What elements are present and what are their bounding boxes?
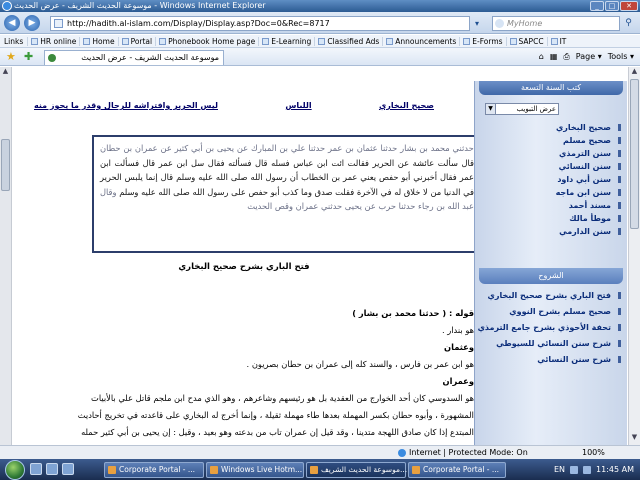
sidebar-item-fath-al-bari[interactable]: فتح الباري بشرح صحيح البخاري [475, 290, 621, 301]
hadith-matn: قال سألت عائشة عن الحرير فقالت ائت ابن عباس فسله قال فسألته فقال سل ابن عمر قال فسألت ابن عمر فقال أخبرني أبو حفص يعني عمر بن الخطاب أن رسول الله صلى الله عليه وسلم قال إنما يلبس الحرير في الدنيا من لا خلاق له في الآخرة فقلت صدق وما كذب أبو حفص على رسول الله صلى الله عليه وسلم [100, 157, 474, 197]
sidebar-item-malik[interactable]: موطأ مالك [475, 212, 621, 225]
window-icon [108, 466, 116, 474]
sidebar-item-abu-dawud[interactable]: سنن أبي داود [475, 173, 621, 186]
scrollbar-thumb[interactable] [630, 79, 639, 229]
quick-launch [30, 463, 74, 475]
link-hr-online[interactable]: HR online [27, 37, 79, 46]
tools-menu-button[interactable]: Tools ▾ [607, 52, 634, 61]
scroll-up-icon[interactable]: ▲ [631, 67, 638, 75]
chevron-down-icon: ▼ [486, 104, 496, 114]
show-desktop-icon[interactable] [30, 463, 42, 475]
books-header: كتب السنة التسعة [479, 81, 623, 95]
breadcrumb [34, 101, 434, 110]
commentary-title: فتح الباري بشرح صحيح البخاري [178, 262, 310, 272]
link-page-icon [31, 38, 38, 45]
address-row [0, 12, 640, 34]
sidebar-item-tirmidhi[interactable]: سنن الترمذي [475, 147, 621, 160]
link-page-icon [551, 38, 558, 45]
window-icon [412, 466, 420, 474]
add-favorite-icon[interactable]: ✚ [24, 50, 34, 63]
shuruh-header: الشروح [479, 268, 623, 284]
scroll-down-icon[interactable]: ▼ [631, 433, 638, 441]
taskbar-button-hadith[interactable]: موسوعة الحديث الشريف... [306, 462, 406, 478]
address-dropdown-button[interactable]: ▾ [474, 19, 479, 28]
language-indicator[interactable]: EN [553, 465, 566, 474]
ie-quicklaunch-icon[interactable] [46, 463, 58, 475]
taskbar-button-portal-1[interactable]: Corporate Portal - ... [104, 462, 204, 478]
tab-current-page[interactable] [44, 50, 224, 65]
commentary-name: وعثمان [444, 342, 474, 352]
commentary-line: هو ابن عمر بن فارس ، والسند كله إلى عمران بن حطان بصريون . [246, 359, 474, 369]
commentary-line: هو السدوسي كان أحد الخوارج من العقدية بل هو رئيسهم وشاعرهم ، وهو الذي مدح ابن ملجم قاتل علي بالأبيات [91, 393, 474, 403]
system-tray [528, 459, 640, 480]
status-bar [0, 445, 640, 459]
tab-title: موسوعة الحديث الشريف - عرض الحديث [81, 53, 219, 62]
sidebar-item-darimi[interactable]: سنن الدارمي [475, 225, 621, 238]
link-page-icon [510, 38, 517, 45]
sidebar-item-ahmad[interactable]: مسند أحمد [475, 199, 621, 212]
print-icon[interactable]: ⎙ [563, 52, 570, 61]
zoom-level[interactable]: 100% [582, 448, 605, 457]
commentary-line: هو بندار . [441, 325, 474, 335]
link-page-icon [122, 38, 129, 45]
link-phonebook[interactable]: Phonebook Home page [155, 37, 258, 46]
scroll-up-icon[interactable]: ▲ [2, 67, 9, 75]
window-icon [310, 466, 318, 474]
sidebar-item-sharh-nasai[interactable]: شرح سنن النسائي [475, 354, 621, 365]
link-sapcc[interactable]: SAPCC [506, 37, 547, 46]
taskbar-button-portal-2[interactable]: Corporate Portal - ... [408, 462, 506, 478]
link-announcements[interactable]: Announcements [382, 37, 459, 46]
sidebar-item-nasai[interactable]: سنن النسائي [475, 160, 621, 173]
search-provider-icon [495, 19, 504, 28]
link-page-icon [318, 38, 325, 45]
hadith-text-box [92, 135, 482, 253]
command-bar [539, 50, 634, 64]
window-icon [210, 466, 218, 474]
taskbar [0, 459, 640, 480]
page-content [0, 67, 640, 445]
links-bar-title: Links [4, 36, 24, 46]
close-window-button[interactable]: ✕ [620, 1, 638, 11]
link-e-learning[interactable]: E-Learning [258, 37, 314, 46]
address-bar[interactable] [50, 16, 470, 31]
window-controls [590, 1, 638, 11]
sidebar-item-sharh-muslim[interactable]: صحيح مسلم بشرح النووي [475, 306, 621, 317]
link-page-icon [262, 38, 269, 45]
network-icon[interactable] [570, 466, 578, 474]
globe-icon [398, 449, 406, 457]
tab-page-icon [48, 54, 56, 62]
favorites-tab-row [0, 48, 640, 66]
link-page-icon [159, 38, 166, 45]
link-portal[interactable]: Portal [118, 37, 156, 46]
maximize-button[interactable]: □ [605, 1, 619, 11]
page-scrollbar[interactable] [628, 67, 640, 445]
hadith-chain: حدثني محمد بن بشار حدثنا عثمان بن عمر حدثنا علي بن المبارك عن يحيى بن أبي كثير عن عمران بن حطان [100, 143, 474, 153]
link-page-icon [386, 38, 393, 45]
page-icon [54, 19, 63, 28]
breadcrumb-section-link[interactable]: ليس الحرير وافتراشه للرجال وقدر ما يجوز منه [34, 101, 219, 110]
link-page-icon [83, 38, 90, 45]
feeds-icon[interactable]: ▦ [549, 52, 558, 61]
commentary-line: المبتدع إذا كان صادق اللهجة متدينا ، وقد قيل إن عمران تاب من بدعته وهو بعيد ، وقيل : إن يحيى بن أبي كثير حمله [81, 427, 474, 437]
view-select-value: عرض التبويب [516, 105, 556, 113]
main-column [14, 67, 474, 445]
page-menu-button[interactable]: Page ▾ [575, 52, 602, 61]
sidebar-item-bukhari[interactable]: صحيح البخاري [475, 121, 621, 134]
commentary-qawl: قوله : ( حدثنا محمد بن بشار ) [352, 308, 474, 318]
shuruh-list [475, 290, 627, 365]
left-scrollbar[interactable] [0, 67, 12, 445]
sidebar-item-tuhfat-al-ahwadhi[interactable]: تحفة الأحوذي بشرح جامع الترمذي [475, 322, 621, 333]
view-select[interactable] [485, 103, 559, 115]
home-icon[interactable]: ⌂ [538, 52, 544, 61]
search-button[interactable]: ⚲ [625, 18, 632, 28]
minimize-button[interactable]: _ [590, 1, 604, 11]
address-url: http://hadith.al-islam.com/Display/Display.asp?Doc=0&Rec=8717 [67, 19, 330, 28]
link-it[interactable]: IT [547, 37, 570, 46]
commentary-text [24, 305, 474, 441]
clock[interactable]: 11:45 AM [596, 465, 634, 474]
sidebar-item-ibn-majah[interactable]: سنن ابن ماجه [475, 186, 621, 199]
commentary-name: وعمران [442, 376, 474, 386]
link-e-forms[interactable]: E-Forms [459, 37, 505, 46]
commentary-line: المشهورة ، وأبوه حطان بكسر المهملة بعدها طاء مهملة ثقيلة ، وإنما أخرج له البخاري على قاعدته في تخريج أحاديث [77, 410, 474, 420]
search-input[interactable] [492, 16, 620, 31]
ie-logo-icon [2, 1, 12, 11]
breadcrumb-chapter-link[interactable]: اللباس [285, 101, 312, 110]
links-bar [0, 35, 640, 48]
sidebar-item-sharh-nasai-suyuti[interactable]: شرح سنن النسائي للسيوطي [475, 338, 621, 349]
hadith-tail: وقال عبد الله بن رجاء حدثنا حرب عن يحيى حدثني عمران وقص الحديث [100, 186, 474, 211]
search-placeholder: MyHome [507, 19, 543, 28]
security-zone[interactable]: Internet | Protected Mode: On [398, 446, 528, 459]
forward-button[interactable]: ▶ [24, 15, 40, 31]
books-list [475, 121, 627, 238]
window-title-bar [0, 0, 640, 12]
sidebar [474, 81, 627, 445]
breadcrumb-book-link[interactable]: صحيح البخاري [378, 101, 434, 110]
window-title: موسوعة الحديث الشريف - عرض الحديث - Windows Internet Explorer [14, 1, 266, 10]
favorites-star-icon[interactable]: ★ [6, 50, 16, 63]
volume-icon[interactable] [583, 466, 591, 474]
explorer-quicklaunch-icon[interactable] [62, 463, 74, 475]
sidebar-item-muslim[interactable]: صحيح مسلم [475, 134, 621, 147]
start-button[interactable] [5, 460, 25, 480]
link-classified-ads[interactable]: Classified Ads [314, 37, 382, 46]
scrollbar-thumb[interactable] [1, 139, 10, 191]
link-home[interactable]: Home [79, 37, 117, 46]
link-page-icon [463, 38, 470, 45]
taskbar-button-hotmail[interactable]: Windows Live Hotm... [206, 462, 304, 478]
back-button[interactable]: ◀ [4, 15, 20, 31]
